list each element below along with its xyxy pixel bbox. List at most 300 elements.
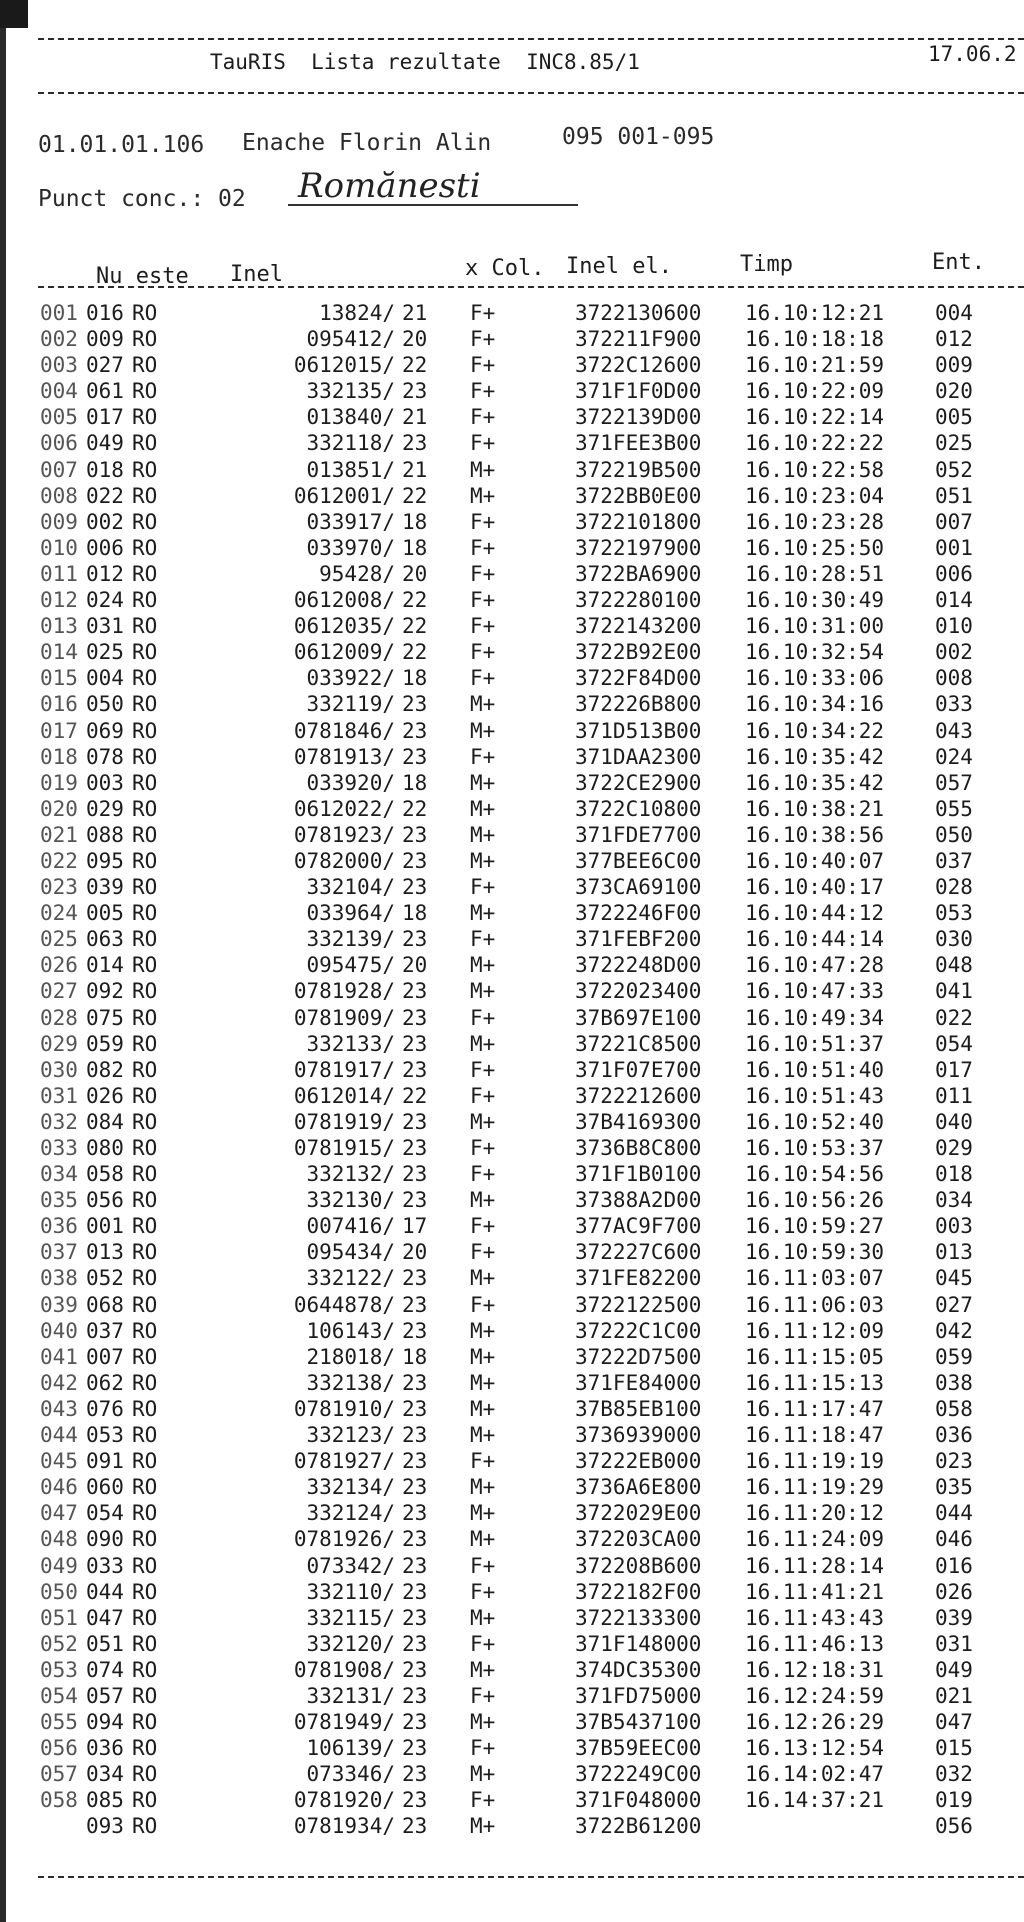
row-index: 041	[40, 1344, 78, 1369]
col-x-col: x Col.	[465, 256, 545, 281]
row-ent: 021	[935, 1683, 973, 1708]
row-inel: 106143/	[306, 1318, 395, 1343]
row-year: 23	[402, 1762, 428, 1787]
row-inel: 332122/	[306, 1266, 395, 1291]
row-nu-este: 050	[86, 692, 124, 717]
row-year: 18	[402, 901, 428, 926]
row-country: RO	[132, 1266, 158, 1291]
report-date: 17.06.2	[928, 42, 1017, 66]
row-col: F+	[470, 588, 496, 613]
row-time: 16.10:49:34	[745, 1005, 885, 1030]
row-nu-este: 031	[86, 614, 124, 639]
row-inel: 0612014/	[293, 1083, 395, 1108]
row-year: 23	[402, 1109, 428, 1134]
row-index: 051	[40, 1605, 78, 1630]
row-col: F+	[470, 744, 496, 769]
row-year: 22	[402, 353, 428, 378]
row-inel: 332104/	[306, 875, 395, 900]
table-row	[40, 1370, 1024, 1396]
row-nu-este: 069	[86, 718, 124, 743]
row-inel: 0781908/	[293, 1657, 395, 1682]
table-row	[40, 326, 1024, 352]
row-inel-el: 3722B61200	[575, 1814, 702, 1839]
row-nu-este: 034	[86, 1762, 124, 1787]
row-index: 037	[40, 1240, 78, 1265]
table-row	[40, 744, 1024, 770]
row-country: RO	[132, 1162, 158, 1187]
row-year: 23	[402, 927, 428, 952]
row-nu-este: 057	[86, 1683, 124, 1708]
row-year: 23	[402, 848, 428, 873]
row-nu-este: 044	[86, 1579, 124, 1604]
row-nu-este: 047	[86, 1605, 124, 1630]
row-nu-este: 063	[86, 927, 124, 952]
row-country: RO	[132, 1683, 158, 1708]
row-inel: 95428/	[319, 561, 395, 586]
row-ent: 009	[935, 353, 973, 378]
table-row	[40, 926, 1024, 952]
row-country: RO	[132, 614, 158, 639]
row-inel: 033917/	[306, 509, 395, 534]
row-time: 16.10:35:42	[745, 744, 885, 769]
row-col: M+	[470, 1396, 496, 1421]
row-nu-este: 091	[86, 1449, 124, 1474]
row-inel: 0612001/	[293, 483, 395, 508]
row-year: 23	[402, 1553, 428, 1578]
table-row	[40, 430, 1024, 456]
row-col: M+	[470, 1475, 496, 1500]
row-country: RO	[132, 1631, 158, 1656]
row-time: 16.10:23:04	[745, 483, 885, 508]
row-nu-este: 060	[86, 1475, 124, 1500]
row-nu-este: 006	[86, 535, 124, 560]
handwritten-underline	[288, 204, 578, 206]
table-row	[40, 483, 1024, 509]
row-inel-el: 3722248D00	[575, 953, 702, 978]
row-col: M+	[470, 1501, 496, 1526]
row-inel: 0781846/	[293, 718, 395, 743]
row-country: RO	[132, 1579, 158, 1604]
row-nu-este: 004	[86, 666, 124, 691]
row-inel: 0781926/	[293, 1527, 395, 1552]
row-nu-este: 039	[86, 875, 124, 900]
row-nu-este: 084	[86, 1109, 124, 1134]
row-year: 22	[402, 796, 428, 821]
row-country: RO	[132, 666, 158, 691]
table-row	[40, 613, 1024, 639]
punct-label: Punct conc.: 02	[38, 186, 246, 212]
table-row	[40, 1735, 1024, 1761]
row-country: RO	[132, 953, 158, 978]
row-index: 028	[40, 1005, 78, 1030]
table-row	[40, 978, 1024, 1004]
row-index: 007	[40, 457, 78, 482]
row-ent: 013	[935, 1240, 973, 1265]
row-inel-el: 371FE84000	[575, 1370, 702, 1395]
row-ent: 019	[935, 1788, 973, 1813]
row-index: 013	[40, 614, 78, 639]
row-ent: 001	[935, 535, 973, 560]
row-year: 17	[402, 1214, 428, 1239]
row-country: RO	[132, 1501, 158, 1526]
row-col: F+	[470, 1788, 496, 1813]
row-inel: 0781913/	[293, 744, 395, 769]
row-inel-el: 3722197900	[575, 535, 702, 560]
col-inel-el: Inel el.	[566, 254, 672, 279]
row-time: 16.10:22:09	[745, 379, 885, 404]
row-inel: 332118/	[306, 431, 395, 456]
row-index: 058	[40, 1788, 78, 1813]
row-time: 16.10:22:58	[745, 457, 885, 482]
row-nu-este: 085	[86, 1788, 124, 1813]
row-year: 22	[402, 483, 428, 508]
row-inel: 013851/	[306, 457, 395, 482]
row-col: M+	[470, 1814, 496, 1839]
row-nu-este: 093	[86, 1814, 124, 1839]
row-inel: 332139/	[306, 927, 395, 952]
table-row	[40, 457, 1024, 483]
table-row	[40, 1579, 1024, 1605]
row-year: 23	[402, 1814, 428, 1839]
row-inel: 332138/	[306, 1370, 395, 1395]
row-time: 16.14:37:21	[745, 1788, 885, 1813]
row-time: 16.10:31:00	[745, 614, 885, 639]
table-row	[40, 1161, 1024, 1187]
owner-range: 095 001-095	[562, 124, 715, 150]
row-inel-el: 3722CE2900	[575, 770, 702, 795]
row-col: M+	[470, 1370, 496, 1395]
row-inel-el: 371FEE3B00	[575, 431, 702, 456]
row-ent: 028	[935, 875, 973, 900]
row-inel: 033920/	[306, 770, 395, 795]
row-nu-este: 003	[86, 770, 124, 795]
row-ent: 023	[935, 1449, 973, 1474]
row-inel: 007416/	[306, 1214, 395, 1239]
row-ent: 015	[935, 1736, 973, 1761]
row-inel-el: 37222D7500	[575, 1344, 702, 1369]
row-nu-este: 059	[86, 1031, 124, 1056]
row-time: 16.10:22:14	[745, 405, 885, 430]
row-inel: 073346/	[306, 1762, 395, 1787]
row-nu-este: 092	[86, 979, 124, 1004]
row-index: 047	[40, 1501, 78, 1526]
row-year: 23	[402, 1188, 428, 1213]
row-time: 16.11:43:43	[745, 1605, 885, 1630]
row-inel-el: 371FD75000	[575, 1683, 702, 1708]
row-year: 20	[402, 1240, 428, 1265]
row-inel-el: 377BEE6C00	[575, 848, 702, 873]
row-col: F+	[470, 666, 496, 691]
row-inel-el: 37B59EEC00	[575, 1736, 702, 1761]
row-inel: 332133/	[306, 1031, 395, 1056]
scan-edge	[0, 0, 6, 1922]
row-inel: 0612022/	[293, 796, 395, 821]
col-timp: Timp	[740, 252, 793, 277]
row-country: RO	[132, 848, 158, 873]
row-year: 21	[402, 405, 428, 430]
row-col: M+	[470, 457, 496, 482]
row-time: 16.10:44:14	[745, 927, 885, 952]
row-ent: 004	[935, 301, 973, 325]
row-inel-el: 3722246F00	[575, 901, 702, 926]
row-year: 18	[402, 770, 428, 795]
row-inel-el: 373CA69100	[575, 875, 702, 900]
row-ent: 038	[935, 1370, 973, 1395]
row-col: F+	[470, 1057, 496, 1082]
table-row	[40, 1213, 1024, 1239]
row-country: RO	[132, 1318, 158, 1343]
row-country: RO	[132, 353, 158, 378]
row-country: RO	[132, 509, 158, 534]
row-col: M+	[470, 770, 496, 795]
owner-code: 01.01.01.106	[38, 132, 205, 158]
row-index: 043	[40, 1396, 78, 1421]
col-ent: Ent.	[932, 250, 985, 275]
row-inel: 0781920/	[293, 1788, 395, 1813]
row-country: RO	[132, 1553, 158, 1578]
table-row	[40, 1318, 1024, 1344]
row-inel-el: 3722139D00	[575, 405, 702, 430]
row-nu-este: 027	[86, 353, 124, 378]
row-nu-este: 075	[86, 1005, 124, 1030]
row-time: 16.11:03:07	[745, 1266, 885, 1291]
col-inel: Inel	[230, 262, 283, 287]
row-index: 012	[40, 588, 78, 613]
table-row	[40, 378, 1024, 404]
row-index: 022	[40, 848, 78, 873]
row-time: 16.10:40:17	[745, 875, 885, 900]
row-inel: 0781949/	[293, 1710, 395, 1735]
row-time: 16.10:47:33	[745, 979, 885, 1004]
row-time: 16.10:12:21	[745, 301, 885, 325]
row-inel-el: 372211F900	[575, 327, 702, 352]
row-time: 16.10:51:40	[745, 1057, 885, 1082]
row-index: 030	[40, 1057, 78, 1082]
row-year: 23	[402, 718, 428, 743]
row-time: 16.11:46:13	[745, 1631, 885, 1656]
row-year: 23	[402, 744, 428, 769]
row-time: 16.10:35:42	[745, 770, 885, 795]
row-time: 16.10:40:07	[745, 848, 885, 873]
row-col: M+	[470, 1657, 496, 1682]
row-time: 16.12:26:29	[745, 1710, 885, 1735]
row-col: F+	[470, 1083, 496, 1108]
row-time: 16.10:28:51	[745, 561, 885, 586]
row-ent: 006	[935, 561, 973, 586]
table-row	[40, 587, 1024, 613]
row-index: 046	[40, 1475, 78, 1500]
row-nu-este: 058	[86, 1162, 124, 1187]
table-row	[40, 822, 1024, 848]
row-nu-este: 012	[86, 561, 124, 586]
row-nu-este: 095	[86, 848, 124, 873]
row-inel: 0612015/	[293, 353, 395, 378]
row-ent: 043	[935, 718, 973, 743]
row-country: RO	[132, 457, 158, 482]
row-index: 032	[40, 1109, 78, 1134]
row-year: 23	[402, 1162, 428, 1187]
row-col: M+	[470, 1318, 496, 1343]
table-row	[40, 1057, 1024, 1083]
row-inel-el: 37B697E100	[575, 1005, 702, 1030]
row-col: F+	[470, 640, 496, 665]
row-index: 004	[40, 379, 78, 404]
table-row	[40, 1474, 1024, 1500]
row-nu-este: 062	[86, 1370, 124, 1395]
row-nu-este: 036	[86, 1736, 124, 1761]
row-country: RO	[132, 561, 158, 586]
row-time: 16.10:38:56	[745, 822, 885, 847]
table-row	[40, 1239, 1024, 1265]
row-col: M+	[470, 483, 496, 508]
table-row	[40, 900, 1024, 926]
row-inel: 0781928/	[293, 979, 395, 1004]
row-ent: 047	[935, 1710, 973, 1735]
row-col: F+	[470, 431, 496, 456]
row-country: RO	[132, 379, 158, 404]
row-col: F+	[470, 1214, 496, 1239]
row-inel-el: 372203CA00	[575, 1527, 702, 1552]
row-inel-el: 37B85EB100	[575, 1396, 702, 1421]
row-index: 044	[40, 1423, 78, 1448]
row-inel: 332135/	[306, 379, 395, 404]
row-inel: 0612009/	[293, 640, 395, 665]
row-inel: 033922/	[306, 666, 395, 691]
row-col: F+	[470, 1631, 496, 1656]
row-index: 049	[40, 1553, 78, 1578]
table-row	[40, 1083, 1024, 1109]
row-time: 16.12:18:31	[745, 1657, 885, 1682]
row-year: 23	[402, 1683, 428, 1708]
row-inel-el: 372226B800	[575, 692, 702, 717]
row-inel-el: 371FEBF200	[575, 927, 702, 952]
row-inel-el: 371FDE7700	[575, 822, 702, 847]
row-col: F+	[470, 509, 496, 534]
row-col: M+	[470, 953, 496, 978]
row-index: 026	[40, 953, 78, 978]
row-year: 23	[402, 1266, 428, 1291]
row-col: M+	[470, 1266, 496, 1291]
table-row	[40, 1265, 1024, 1291]
row-ent: 059	[935, 1344, 973, 1369]
row-inel: 332120/	[306, 1631, 395, 1656]
row-nu-este: 082	[86, 1057, 124, 1082]
row-index: 031	[40, 1083, 78, 1108]
row-country: RO	[132, 1762, 158, 1787]
row-col: F+	[470, 301, 496, 325]
row-time: 16.13:12:54	[745, 1736, 885, 1761]
row-index: 048	[40, 1527, 78, 1552]
row-inel: 0781909/	[293, 1005, 395, 1030]
row-country: RO	[132, 1292, 158, 1317]
row-year: 23	[402, 1318, 428, 1343]
row-time: 16.11:06:03	[745, 1292, 885, 1317]
row-col: F+	[470, 875, 496, 900]
row-inel-el: 3722280100	[575, 588, 702, 613]
table-row	[40, 796, 1024, 822]
row-year: 23	[402, 822, 428, 847]
row-year: 23	[402, 1631, 428, 1656]
row-nu-este: 074	[86, 1657, 124, 1682]
row-col: F+	[470, 1579, 496, 1604]
row-time: 16.11:28:14	[745, 1553, 885, 1578]
row-index: 018	[40, 744, 78, 769]
row-inel-el: 3736A6E800	[575, 1475, 702, 1500]
row-country: RO	[132, 927, 158, 952]
row-time: 16.11:17:47	[745, 1396, 885, 1421]
row-ent: 049	[935, 1657, 973, 1682]
table-row	[40, 1031, 1024, 1057]
row-index: 055	[40, 1710, 78, 1735]
row-inel: 0781934/	[293, 1814, 395, 1839]
row-inel: 218018/	[306, 1344, 395, 1369]
row-inel-el: 3736B8C800	[575, 1136, 702, 1160]
row-col: M+	[470, 1423, 496, 1448]
row-col: M+	[470, 796, 496, 821]
table-row	[40, 848, 1024, 874]
row-country: RO	[132, 770, 158, 795]
row-inel-el: 3722101800	[575, 509, 702, 534]
row-ent: 010	[935, 614, 973, 639]
row-time: 16.10:30:49	[745, 588, 885, 613]
row-index: 052	[40, 1631, 78, 1656]
row-ent: 027	[935, 1292, 973, 1317]
row-nu-este: 013	[86, 1240, 124, 1265]
row-index: 003	[40, 353, 78, 378]
row-country: RO	[132, 1710, 158, 1735]
row-index: 002	[40, 327, 78, 352]
table-row	[40, 509, 1024, 535]
row-year: 21	[402, 457, 428, 482]
row-ent: 040	[935, 1109, 973, 1134]
row-ent: 045	[935, 1266, 973, 1291]
row-col: F+	[470, 405, 496, 430]
row-country: RO	[132, 640, 158, 665]
row-country: RO	[132, 1788, 158, 1813]
row-index: 001	[40, 301, 78, 325]
table-row	[40, 1526, 1024, 1552]
row-time: 16.10:34:16	[745, 692, 885, 717]
row-ent: 053	[935, 901, 973, 926]
row-country: RO	[132, 1423, 158, 1448]
row-time: 16.10:23:28	[745, 509, 885, 534]
row-time: 16.12:24:59	[745, 1683, 885, 1708]
row-index: 029	[40, 1031, 78, 1056]
row-ent: 002	[935, 640, 973, 665]
row-index: 036	[40, 1214, 78, 1239]
row-nu-este: 029	[86, 796, 124, 821]
row-year: 21	[402, 301, 428, 325]
table-row	[40, 1605, 1024, 1631]
row-col: F+	[470, 1162, 496, 1187]
table-row	[40, 1631, 1024, 1657]
row-time: 16.10:22:22	[745, 431, 885, 456]
row-nu-este: 078	[86, 744, 124, 769]
row-index: 040	[40, 1318, 78, 1343]
row-inel-el: 37B4169300	[575, 1109, 702, 1134]
row-ent: 016	[935, 1553, 973, 1578]
row-nu-este: 056	[86, 1188, 124, 1213]
row-index: 042	[40, 1370, 78, 1395]
row-inel: 0612008/	[293, 588, 395, 613]
row-inel: 0612035/	[293, 614, 395, 639]
row-year: 23	[402, 1475, 428, 1500]
row-col: F+	[470, 927, 496, 952]
row-nu-este: 061	[86, 379, 124, 404]
table-row	[40, 874, 1024, 900]
row-col: M+	[470, 1605, 496, 1630]
row-ent: 018	[935, 1162, 973, 1187]
